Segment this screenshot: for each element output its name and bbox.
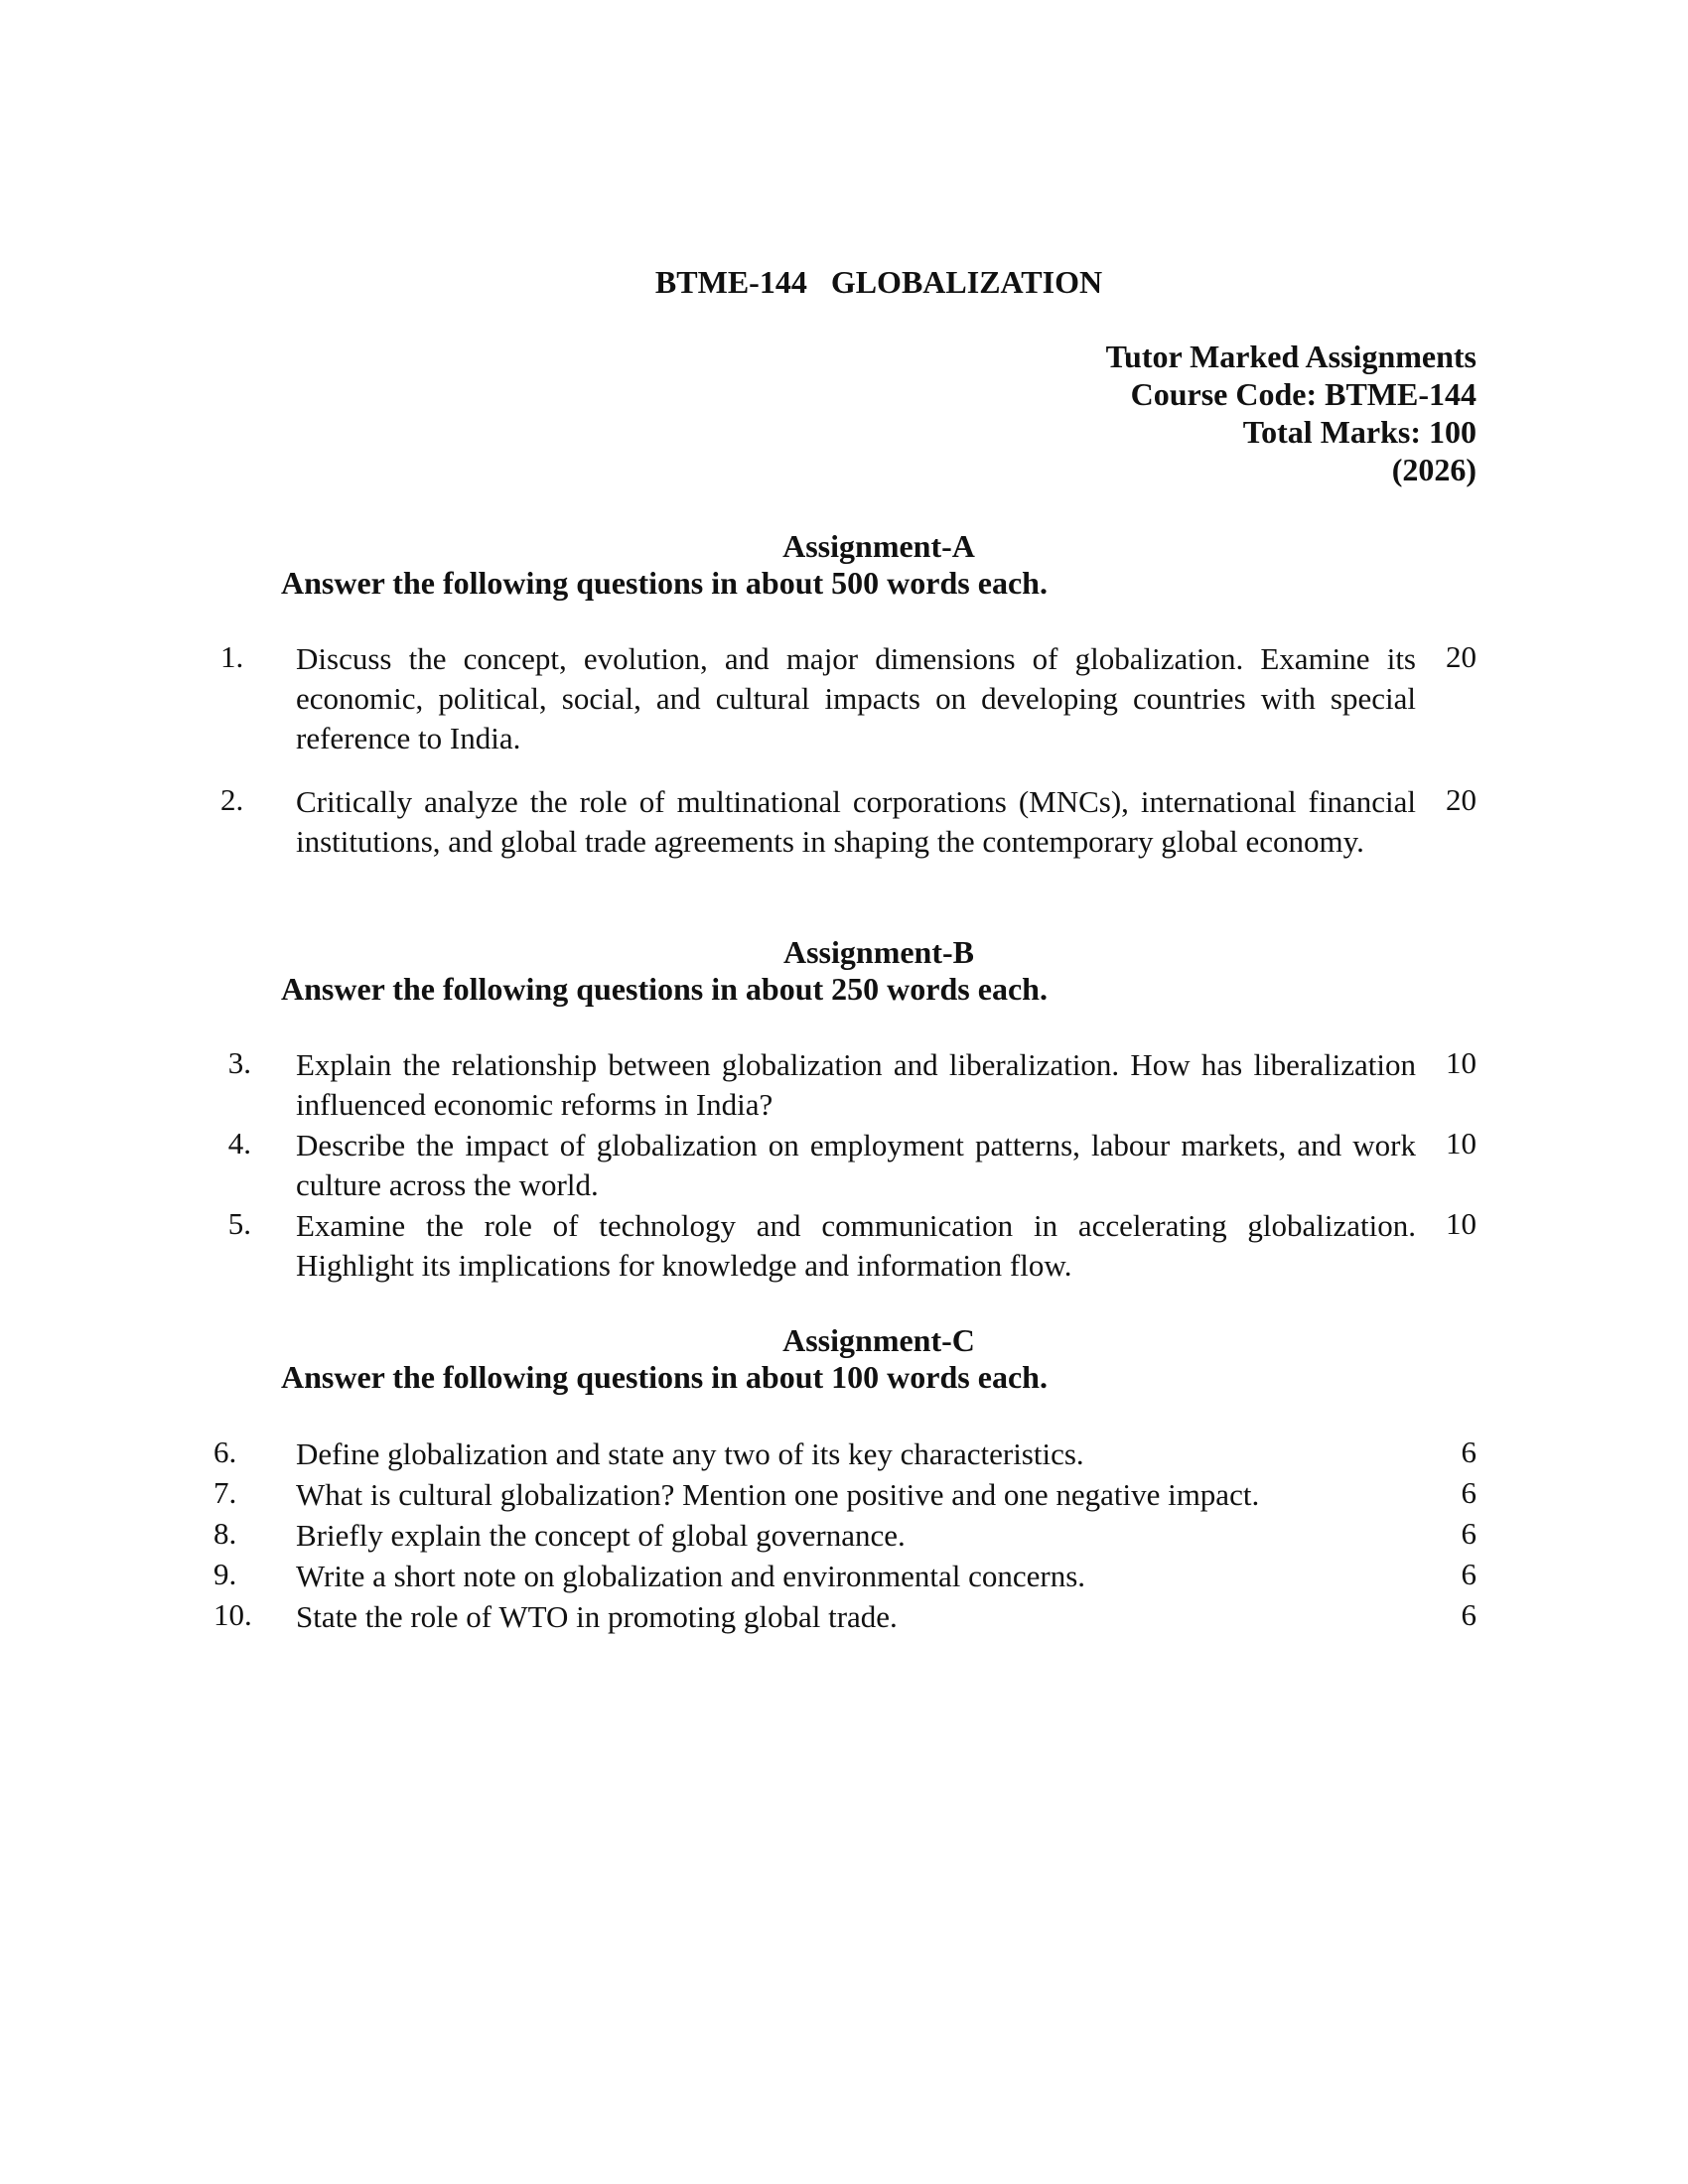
question-number: 5. (227, 1206, 251, 1241)
document-title: BTME-144 GLOBALIZATION (654, 264, 1103, 300)
question-number: 9. (213, 1557, 237, 1591)
section-instruction-c: Answer the following questions in about 100 words each. (281, 1359, 1048, 1395)
question-marks: 6 (1461, 1434, 1477, 1469)
question-marks: 10 (1446, 1126, 1477, 1160)
question-number: 7. (213, 1475, 237, 1510)
question-text: Explain the relationship between globalization and liberalization. How has liberalization influenced economic reforms in India? (296, 1047, 1416, 1122)
question-text: Describe the impact of globalization on employment patterns, labour markets, and work culture across the world. (296, 1128, 1416, 1202)
session-year: (2026) (1391, 452, 1477, 487)
question-text: Briefly explain the concept of global governance. (296, 1518, 906, 1553)
question-text: State the role of WTO in promoting global trade. (296, 1599, 898, 1634)
meta-heading: Tutor Marked Assignments (1105, 339, 1477, 374)
question-text: Write a short note on globalization and environmental concerns. (296, 1559, 1086, 1593)
question-text: Critically analyze the role of multinational corporations (MNCs), international financial institutions, and global trade agreements in shaping the contemporary global economy. (296, 784, 1416, 859)
question-text: What is cultural globalization? Mention one positive and one negative impact. (296, 1477, 1260, 1512)
question-text: Define globalization and state any two of its key characteristics. (296, 1436, 1084, 1471)
question-text: Discuss the concept, evolution, and major dimensions of globalization. Examine its economic, political, social, and cultural impacts on developing countries with special reference to India. (296, 641, 1416, 755)
section-title-b: Assignment-B (782, 934, 974, 970)
question-number: 3. (227, 1045, 251, 1080)
question-marks: 10 (1446, 1045, 1477, 1080)
question-text: Examine the role of technology and communication in accelerating globalization. Highlight its implications for knowledge and information flow. (296, 1208, 1416, 1283)
question-number: 4. (227, 1126, 251, 1160)
question-marks: 6 (1461, 1516, 1477, 1551)
question-number: 8. (213, 1516, 237, 1551)
assignment-meta (1106, 338, 1477, 488)
question-number: 2. (220, 782, 244, 817)
course-code: Course Code: BTME-144 (1130, 376, 1477, 412)
question-marks: 10 (1446, 1206, 1477, 1241)
question-number: 6. (213, 1434, 237, 1469)
question-marks: 6 (1461, 1557, 1477, 1591)
section-title-a: Assignment-A (782, 528, 975, 564)
question-number: 10. (213, 1597, 252, 1632)
section-title-c: Assignment-C (782, 1322, 975, 1358)
question-marks: 6 (1461, 1597, 1477, 1632)
question-marks: 20 (1446, 782, 1477, 817)
question-number: 1. (220, 639, 244, 674)
question-marks: 20 (1446, 639, 1477, 674)
section-instruction-b: Answer the following questions in about 250 words each. (281, 971, 1048, 1007)
question-marks: 6 (1461, 1475, 1477, 1510)
section-instruction-a: Answer the following questions in about 500 words each. (281, 565, 1048, 601)
total-marks: Total Marks: 100 (1242, 414, 1477, 450)
